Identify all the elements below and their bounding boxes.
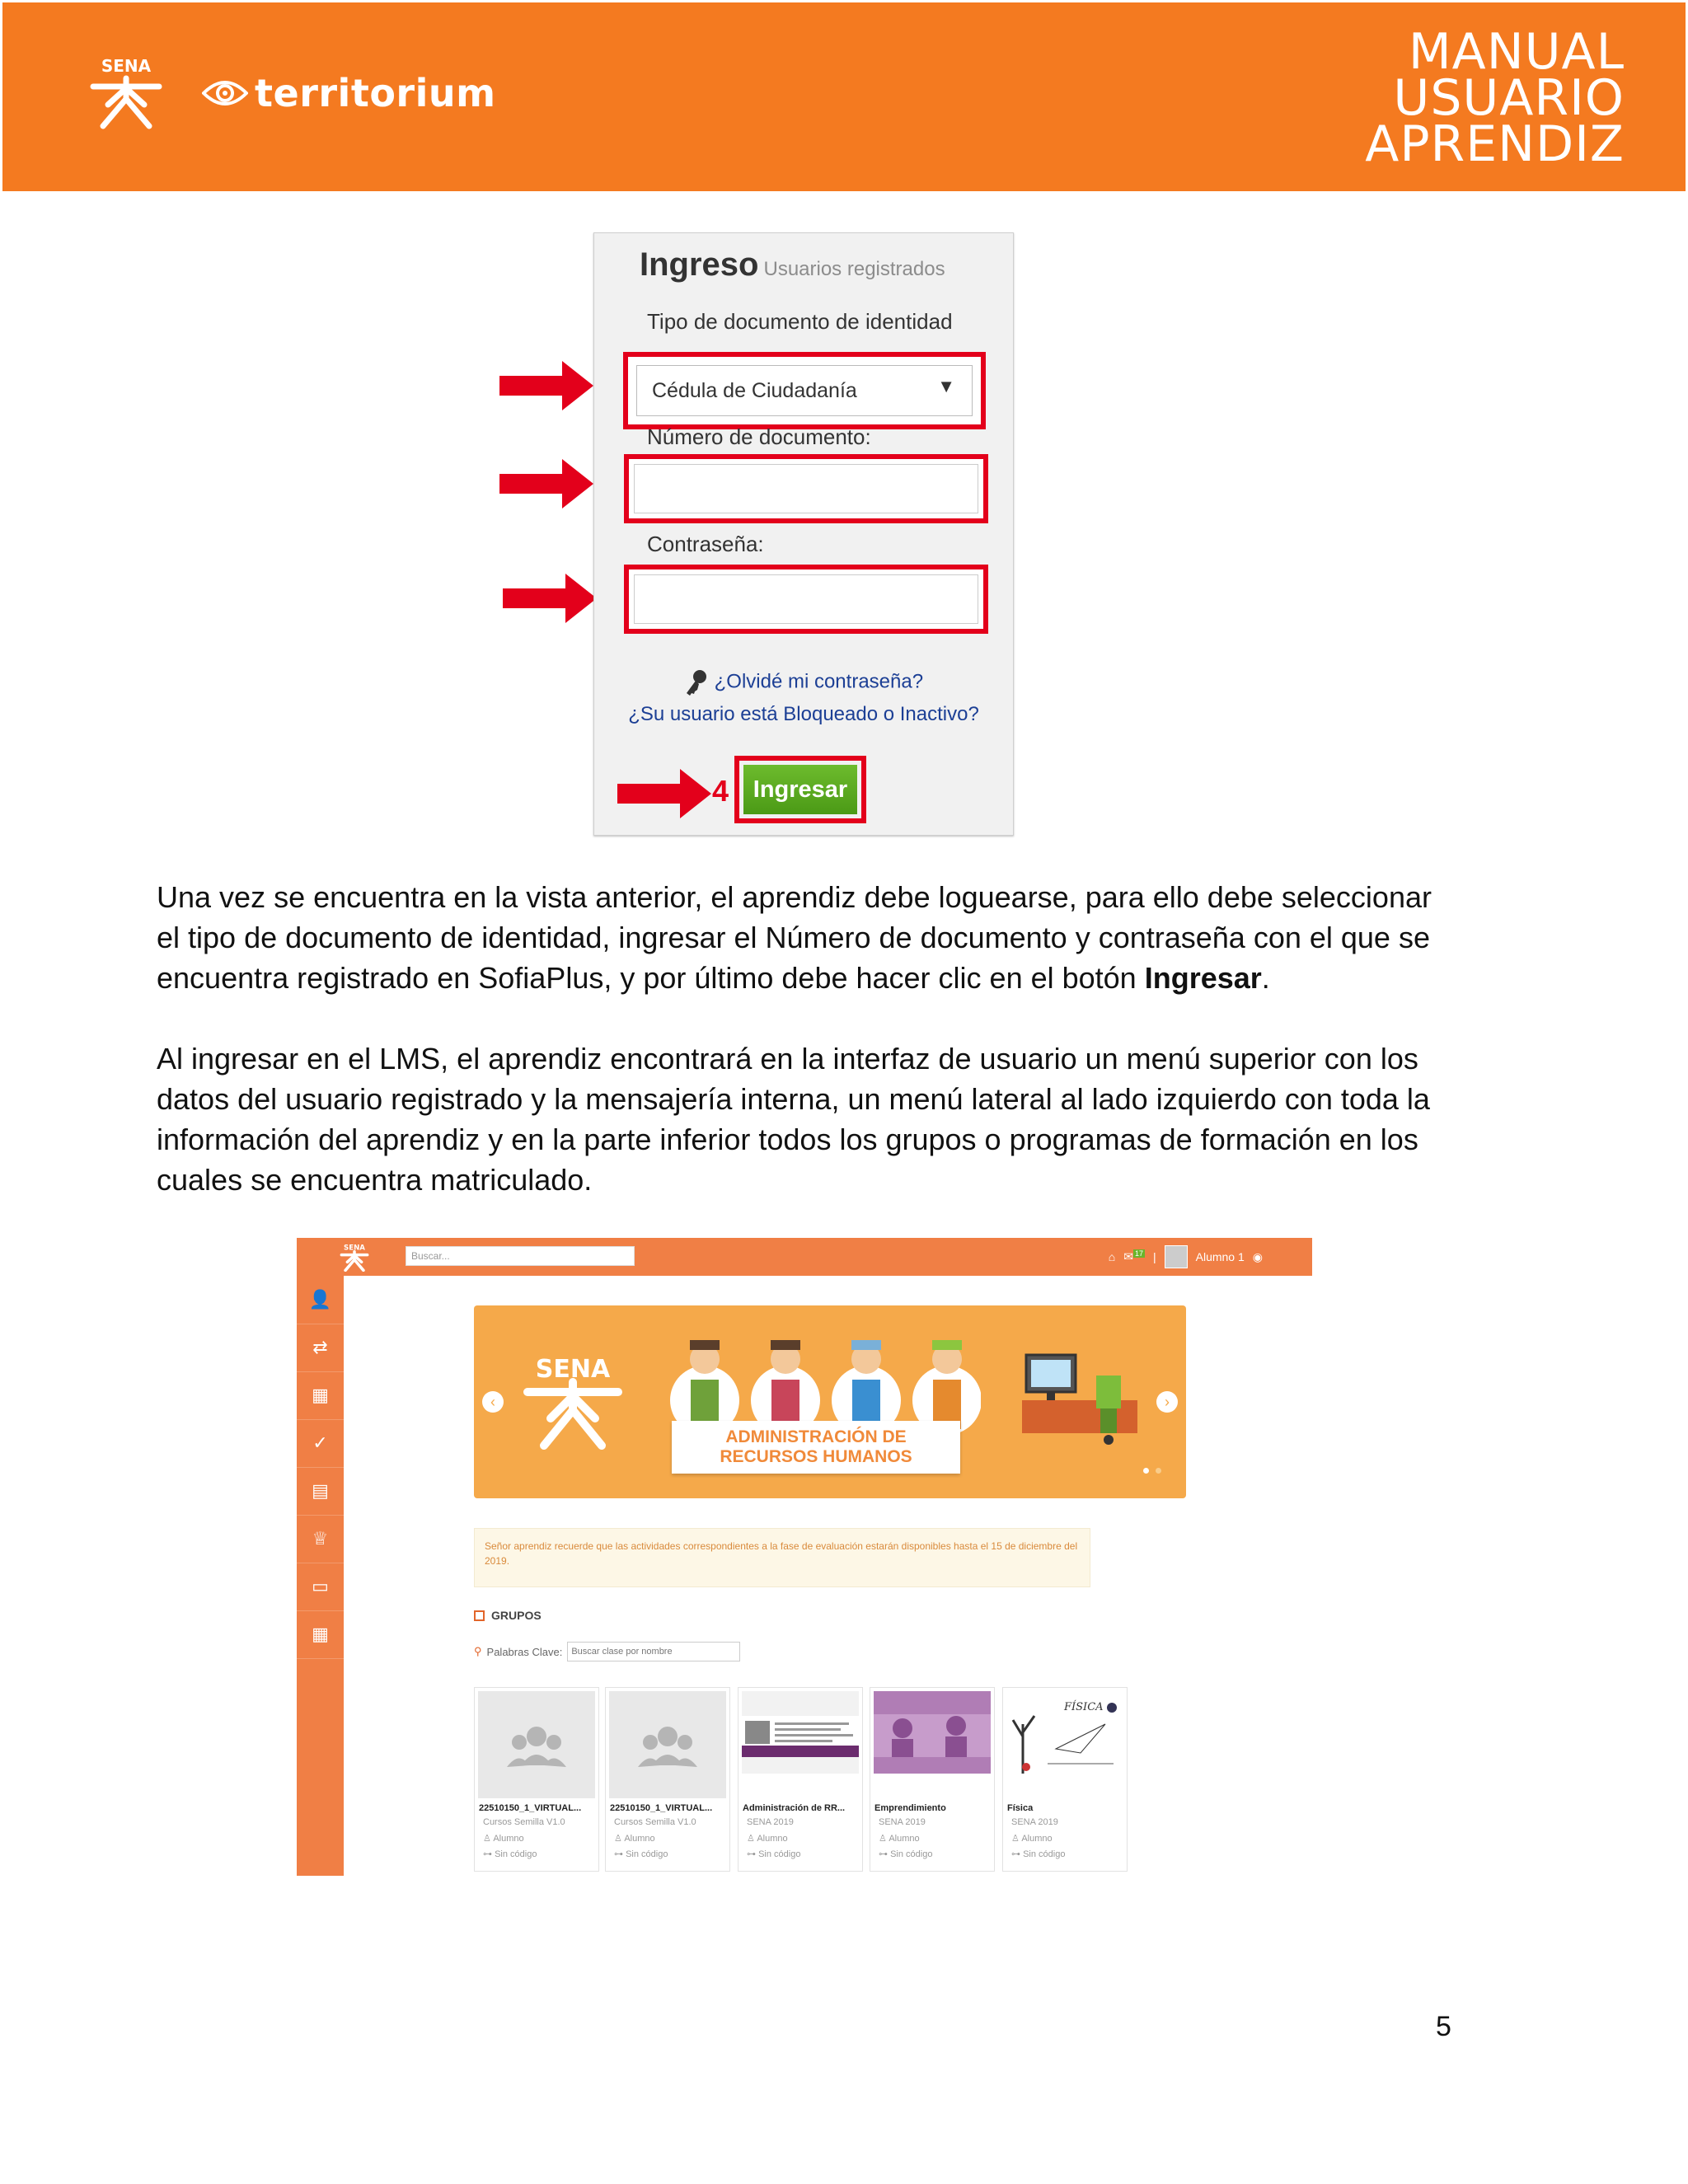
card-course: Cursos Semilla V1.0 (614, 1817, 696, 1827)
user-name[interactable]: Alumno 1 (1195, 1250, 1245, 1263)
banner-next-button[interactable]: › (1156, 1391, 1178, 1413)
card-image (478, 1691, 595, 1798)
forgot-password-text: ¿Olvidé mi contraseña? (714, 670, 924, 693)
manual-title (1365, 23, 1625, 173)
banner-caption (672, 1421, 960, 1474)
blocked-user-link[interactable]: ¿Su usuario está Bloqueado o Inactivo? (628, 703, 979, 725)
card-code-text: Sin código (626, 1849, 668, 1859)
callout-arrow-2 (499, 457, 593, 510)
group-placeholder-icon (478, 1691, 595, 1798)
card-code: ⊶ Sin código (483, 1849, 537, 1859)
login-title-text: Ingreso (640, 246, 759, 283)
card-course: Cursos Semilla V1.0 (483, 1817, 565, 1827)
doc-number-highlight (624, 454, 988, 523)
password-label: Contraseña: (647, 532, 764, 556)
doc-number-input[interactable] (634, 464, 978, 513)
forgot-password-link[interactable] (594, 668, 1013, 696)
check-icon[interactable]: ✓ (297, 1419, 344, 1468)
password-highlight (624, 565, 988, 634)
callout-arrow-1 (499, 359, 593, 412)
dropdown-arrow-icon: ▼ (937, 376, 955, 396)
group-card[interactable] (1002, 1687, 1128, 1872)
paragraph-lms: Al ingresar en el LMS, el aprendiz encontrará en la interfaz de usuario un menú superior con los datos del usuario registrado y la mensajería interna, un menú lateral al lado izquierdo con toda la información del aprendiz y en la parte inferior todos los grupos o programas de formación en los cuales se encuentra matriculado. (157, 1042, 1430, 1197)
card-title: Física (1007, 1803, 1034, 1813)
group-card[interactable] (738, 1687, 863, 1872)
card-code: ⊶ Sin código (1011, 1849, 1066, 1859)
territorium-brand (202, 68, 496, 118)
card-role: ♙ Alumno (1011, 1834, 1053, 1844)
lms-sidebar (297, 1276, 344, 1876)
banner-line-1: ADMINISTRACIÓN DE (725, 1427, 907, 1446)
card-role-text: Alumno (493, 1834, 524, 1844)
svg-text:SENA: SENA (535, 1355, 611, 1384)
card-code-text: Sin código (495, 1849, 537, 1859)
doc-type-highlight (623, 352, 986, 429)
carousel-dots (1143, 1463, 1161, 1478)
card-role-text: Alumno (1021, 1834, 1053, 1844)
lms-top-right (1109, 1244, 1263, 1269)
page-number: 5 (1436, 2011, 1451, 2042)
card-role: ♙ Alumno (483, 1834, 524, 1844)
card-title: Administración de RR... (743, 1803, 846, 1813)
lms-top-bar (297, 1238, 1312, 1276)
login-subtitle: Usuarios registrados (763, 258, 945, 280)
card-code-text: Sin código (758, 1849, 801, 1859)
card-role-text: Alumno (889, 1834, 920, 1844)
callout-number-4: 4 (712, 774, 729, 808)
manual-line-3: APRENDIZ (1365, 115, 1625, 173)
card-course: SENA 2019 (879, 1817, 926, 1827)
groups-title: GRUPOS (491, 1609, 542, 1622)
sena-logo-icon (85, 54, 167, 129)
mail-icon[interactable]: ✉ $^{17}$ (1123, 1249, 1143, 1263)
lms-search-input[interactable]: Buscar... (406, 1246, 635, 1266)
ingresar-button[interactable]: Ingresar (743, 765, 857, 814)
card-code: ⊶ Sin código (879, 1849, 933, 1859)
group-card[interactable] (870, 1687, 995, 1872)
lms-screenshot (297, 1238, 1312, 1876)
carousel-dot-active[interactable] (1143, 1468, 1149, 1474)
lms-notice: Señor aprendiz recuerde que las actividades correspondientes a la fase de evaluación estarán disponibles hasta el 15 de diciembre del 2019. (474, 1528, 1090, 1587)
avatar[interactable] (1165, 1245, 1188, 1268)
eye-icon[interactable]: ◉ (1252, 1249, 1263, 1263)
card-course: SENA 2019 (747, 1817, 794, 1827)
card-role: ♙ Alumno (747, 1834, 788, 1844)
card-role: ♙ Alumno (614, 1834, 655, 1844)
hr-course-image-icon (742, 1691, 859, 1774)
doc-type-label: Tipo de documento de identidad (647, 309, 953, 334)
home-icon[interactable]: ⌂ (1108, 1250, 1116, 1263)
card-role-text: Alumno (624, 1834, 655, 1844)
password-input[interactable] (634, 574, 978, 624)
message-count: 17 (1134, 1249, 1143, 1258)
lms-banner (474, 1305, 1186, 1498)
paragraph-login (157, 877, 1459, 998)
card-image (609, 1691, 726, 1798)
banner-sena-logo-icon (519, 1351, 626, 1450)
submit-highlight (734, 756, 866, 823)
paragraph-login-end: . (1261, 961, 1270, 995)
keywords-input[interactable]: Buscar clase por nombre (567, 1642, 740, 1661)
card-role-text: Alumno (757, 1834, 788, 1844)
svg-text:SENA: SENA (101, 56, 152, 76)
divider: | (1152, 1250, 1156, 1263)
card-code-text: Sin código (1023, 1849, 1066, 1859)
banner-prev-button[interactable]: ‹ (482, 1391, 504, 1413)
card-image (874, 1691, 991, 1774)
shuffle-icon[interactable]: ⇄ (297, 1324, 344, 1372)
grid-icon[interactable]: ▦ (297, 1371, 344, 1420)
brand-name: territorium (255, 71, 496, 115)
lms-sena-logo-icon (338, 1242, 371, 1272)
paragraph-login-bold: Ingresar (1144, 961, 1262, 995)
trophy-icon[interactable]: ♕ (297, 1515, 344, 1563)
card-code-text: Sin código (890, 1849, 933, 1859)
card-image (1006, 1691, 1123, 1782)
group-placeholder-icon (609, 1691, 726, 1798)
key-icon (684, 668, 709, 696)
paragraph-login-text: Una vez se encuentra en la vista anterior, el aprendiz debe loguearse, para ello debe seleccionar el tipo de documento de identidad, ingresar el Número de documento y contraseña con el que se encuentra registrado en SofiaPlus, y por último debe hacer clic en el botón (157, 880, 1432, 995)
inbox-icon[interactable]: ▭ (297, 1563, 344, 1611)
eye-logo-icon (202, 77, 248, 110)
card-image (742, 1691, 859, 1774)
card-title: 22510150_1_VIRTUAL... (479, 1803, 582, 1813)
card-code: ⊶ Sin código (747, 1849, 801, 1859)
doc-type-select[interactable] (636, 365, 973, 416)
manual-line-1: MANUAL (1408, 23, 1625, 81)
banner-line-2: RECURSOS HUMANOS (720, 1447, 912, 1466)
login-panel (593, 232, 1014, 836)
user-icon[interactable]: 👤 (297, 1276, 344, 1324)
login-title (640, 246, 945, 284)
calendar-icon[interactable]: ▤ (297, 1467, 344, 1516)
card-title: 22510150_1_VIRTUAL... (610, 1803, 713, 1813)
card-role: ♙ Alumno (879, 1834, 920, 1844)
card-course: SENA 2019 (1011, 1817, 1058, 1827)
search-icon: ⚲ (474, 1645, 482, 1657)
groups-header (474, 1609, 542, 1622)
keyword-filter (474, 1642, 740, 1661)
page-header (2, 2, 1686, 191)
carousel-dot[interactable] (1156, 1468, 1161, 1474)
entrepreneurship-image-icon (874, 1691, 991, 1774)
list-icon[interactable]: ▦ (297, 1610, 344, 1659)
office-desk-icon (1018, 1351, 1142, 1450)
doc-type-value: Cédula de Ciudadanía (652, 378, 857, 402)
physics-image-label: FÍSICA (1064, 1701, 1104, 1713)
card-title: Emprendimiento (874, 1803, 946, 1813)
group-card[interactable] (474, 1687, 599, 1872)
svg-text:SENA: SENA (344, 1244, 365, 1253)
card-code: ⊶ Sin código (614, 1849, 668, 1859)
keywords-label: Palabras Clave: (486, 1645, 563, 1658)
group-card[interactable] (605, 1687, 730, 1872)
callout-arrow-3 (503, 572, 597, 625)
manual-line-2: USUARIO (1393, 69, 1625, 127)
doc-number-label: Número de documento: (647, 424, 871, 449)
callout-arrow-4 (617, 767, 711, 820)
groups-icon (474, 1610, 485, 1621)
